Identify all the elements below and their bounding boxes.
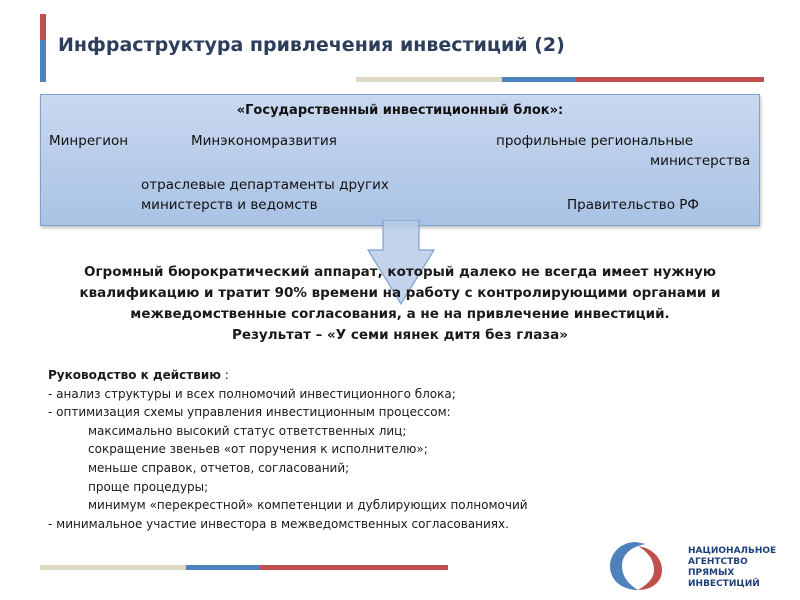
page-title: Инфраструктура привлечения инвестиций (2) bbox=[58, 34, 565, 56]
block-item-branch-line1: отраслевые департаменты других bbox=[141, 177, 389, 193]
block-item-profile-line2: министерства bbox=[650, 153, 751, 169]
statement-line-3: межведомственные согласования, а не на привлечение инвестиций. bbox=[130, 306, 670, 322]
decorative-stripe-top bbox=[356, 77, 764, 82]
block-title: «Государственный инвестиционный блок»: bbox=[236, 103, 564, 118]
agency-logo-emblem-icon bbox=[606, 538, 668, 592]
decorative-stripe-bottom bbox=[40, 565, 448, 570]
logo-line: ИНВЕСТИЦИЙ bbox=[688, 579, 760, 589]
guidance-line: - оптимизация схемы управления инвестиционным процессом: bbox=[48, 405, 451, 420]
title-accent-bar bbox=[40, 14, 46, 82]
statement-line-1: Огромный бюрократический аппарат, который далеко не всегда имеет нужную bbox=[84, 264, 716, 280]
block-item-mineconom: Минэкономразвития bbox=[191, 133, 337, 149]
logo-line: НАЦИОНАЛЬНОЕ bbox=[688, 546, 777, 556]
guidance-line: - минимальное участие инвестора в межведомственных согласованиях. bbox=[48, 516, 509, 531]
title-accent-blue bbox=[40, 40, 46, 82]
logo-line: ПРЯМЫХ bbox=[688, 568, 735, 578]
block-item-government: Правительство РФ bbox=[567, 197, 700, 213]
agency-logo-text bbox=[688, 546, 776, 590]
block-item-minregion: Минрегион bbox=[49, 133, 129, 149]
guidance-subitem: проще процедуры; bbox=[88, 479, 209, 494]
statement-result: Результат – «У семи нянек дитя без глаза» bbox=[232, 327, 568, 343]
guidance-subitem: сокращение звеньев «от поручения к исполнителю»; bbox=[88, 442, 428, 457]
bureaucracy-statement bbox=[60, 262, 740, 346]
agency-logo bbox=[606, 534, 786, 594]
logo-line: АГЕНТСТВО bbox=[688, 557, 748, 567]
guidance-heading: Руководство к действию bbox=[48, 368, 221, 382]
statement-line-2: квалификацию и тратит 90% времени на работу с контролирующими органами и bbox=[79, 285, 721, 301]
title-accent-red bbox=[40, 14, 46, 40]
state-investment-block bbox=[40, 94, 760, 226]
guidance-subitem: минимум «перекрестной» компетенции и дублирующих полномочий bbox=[88, 498, 528, 513]
guidance-line: - анализ структуры и всех полномочий инвестиционного блока; bbox=[48, 386, 456, 401]
action-guidance bbox=[48, 366, 758, 533]
guidance-subitem: меньше справок, отчетов, согласований; bbox=[88, 460, 350, 475]
block-item-profile-line1: профильные региональные bbox=[496, 133, 694, 149]
guidance-subitem: максимально высокий статус ответственных лиц; bbox=[88, 423, 407, 438]
block-item-branch-line2: министерств и ведомств bbox=[141, 197, 318, 213]
guidance-heading-suffix: : bbox=[220, 368, 229, 382]
